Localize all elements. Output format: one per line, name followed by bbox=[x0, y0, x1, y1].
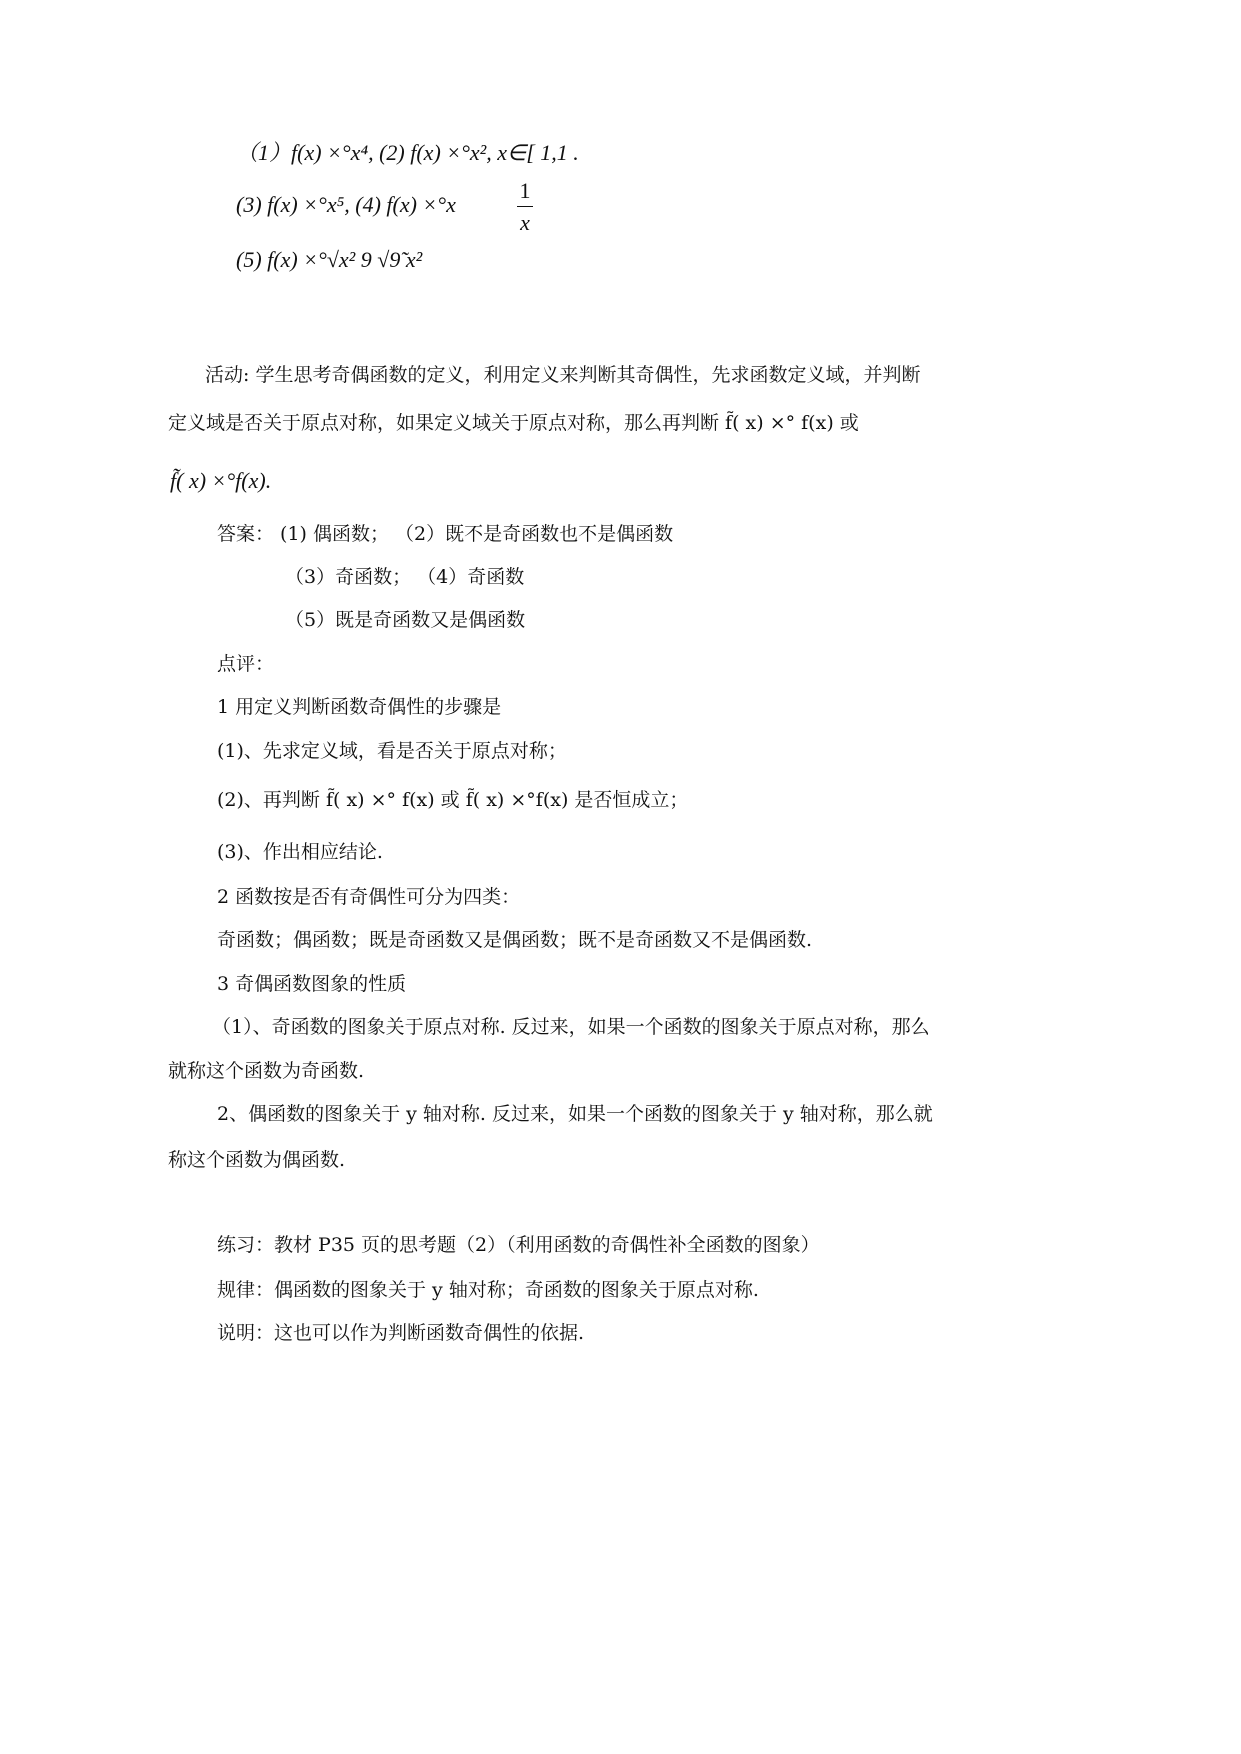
review-p3-2a: 2、偶函数的图象关于 y 轴对称. 反过来，如果一个函数的图象关于 y 轴对称，那么就 bbox=[217, 1103, 933, 1125]
review-p1: 1 用定义判断函数奇偶性的步骤是 bbox=[217, 696, 502, 718]
review-p2: 2 函数按是否有奇偶性可分为四类： bbox=[217, 886, 521, 908]
review-p2-body: 奇函数；偶函数；既是奇函数又是偶函数；既不是奇函数又不是偶函数. bbox=[217, 929, 813, 951]
exercise-line-2: (3) f(x) ×°x⁵, (4) f(x) ×°x bbox=[236, 192, 456, 217]
activity-line-3: f̃( x) ×°f(x). bbox=[170, 468, 272, 493]
activity-line-2: 定义域是否关于原点对称，如果定义域关于原点对称，那么再判断 f̃( x) ×° f(x) 或 bbox=[168, 412, 859, 434]
review-p1-step1: (1)、先求定义域，看是否关于原点对称； bbox=[217, 740, 567, 762]
review-p1-step2: (2)、再判断 f̃( x) ×° f(x) 或 f̃( x) ×°f(x) 是否恒成立； bbox=[217, 789, 689, 811]
review-p3-1a: （1）、奇函数的图象关于原点对称. 反过来，如果一个函数的图象关于原点对称，那么 bbox=[212, 1016, 930, 1038]
review-p1-step3: (3)、作出相应结论. bbox=[217, 841, 383, 863]
fraction-denominator: x bbox=[520, 210, 530, 235]
practice-line-3: 说明：这也可以作为判断函数奇偶性的依据. bbox=[217, 1322, 585, 1344]
review-p3-1b: 就称这个函数为奇函数. bbox=[168, 1060, 365, 1082]
review-p3: 3 奇偶函数图象的性质 bbox=[217, 973, 407, 995]
answers-line-2: （3）奇函数； （4）奇函数 bbox=[285, 566, 525, 588]
fraction-numerator: 1 bbox=[519, 178, 531, 203]
answers-line-1: 答案： (1) 偶函数； （2）既不是奇函数也不是偶函数 bbox=[217, 523, 674, 545]
review-p3-2b: 称这个函数为偶函数. bbox=[168, 1149, 346, 1171]
practice-line-1: 练习：教材 P35 页的思考题（2）（利用函数的奇偶性补全函数的图象） bbox=[217, 1234, 820, 1256]
fraction-bar bbox=[517, 206, 533, 207]
practice-line-2: 规律：偶函数的图象关于 y 轴对称；奇函数的图象关于原点对称. bbox=[217, 1279, 759, 1301]
activity-line-1: 活动: 学生思考奇偶函数的定义，利用定义来判断其奇偶性，先求函数定义域，并判断 bbox=[205, 364, 921, 386]
exercise-line-3: (5) f(x) ×°√x² 9 √9̃ x² bbox=[236, 247, 423, 272]
answers-line-3: （5）既是奇函数又是偶函数 bbox=[285, 609, 526, 631]
review-title: 点评： bbox=[217, 653, 275, 675]
exercise-line-1: （1）f(x) ×°x⁴, (2) f(x) ×°x², x∈[ 1,1 . bbox=[236, 140, 579, 165]
